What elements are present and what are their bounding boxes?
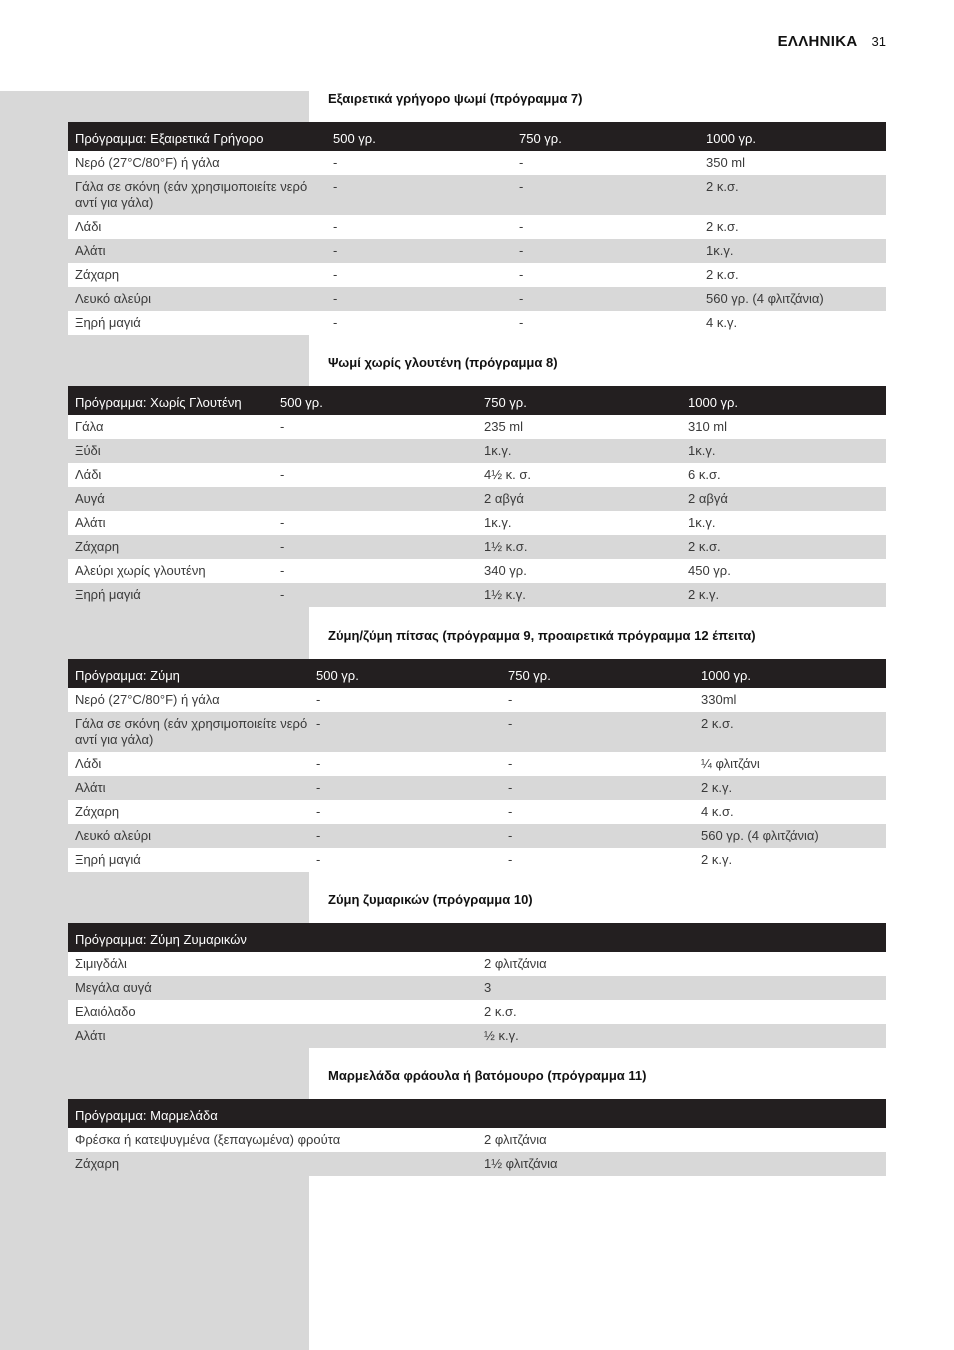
amount-cell: - [333,315,338,330]
amount-cell: 2 κ.γ. [701,780,733,795]
amount-cell: 560 γρ. (4 φλιτζάνια) [701,828,819,843]
table-row [68,712,886,752]
table-row [68,487,886,511]
ingredient-cell: Λάδι [75,756,102,771]
ingredient-cell: Ξηρή μαγιά [75,852,141,867]
amount-cell: - [519,243,524,258]
table-row [68,776,886,800]
recipe-table [68,1099,886,1176]
amount-cell: - [508,804,513,819]
ingredient-cell: Νερό (27°C/80°F) ή γάλα [75,692,220,707]
amount-cell: - [519,155,524,170]
column-header: 500 γρ. [316,668,359,683]
amount-cell: 6 κ.σ. [688,467,721,482]
amount-cell: - [316,828,321,843]
ingredient-cell: Φρέσκα ή κατεψυγμένα (ξεπαγωμένα) φρούτα [75,1132,341,1147]
amount-cell: - [333,219,338,234]
amount-cell: 1κ.γ. [484,515,512,530]
amount-cell: - [280,515,285,530]
amount-cell: 2 φλιτζάνια [484,1132,547,1147]
ingredient-cell: Σιμιγδάλι [75,956,127,971]
table-row [68,463,886,487]
amount-cell: 3 [484,980,492,995]
amount-cell: 4 κ.σ. [701,804,734,819]
column-header: Πρόγραμμα: Μαρμελάδα [75,1108,218,1123]
table-row [68,976,886,1000]
column-header: 750 γρ. [508,668,551,683]
column-header: 500 γρ. [333,131,376,146]
amount-cell: - [519,267,524,282]
table-row [68,559,886,583]
amount-cell: - [508,716,513,731]
column-header: 750 γρ. [519,131,562,146]
amount-cell [273,491,477,507]
ingredient-cell: Λάδι [75,219,102,234]
table-row [68,311,886,335]
table-row [68,1000,886,1024]
amount-cell [273,443,477,459]
table-row [68,800,886,824]
column-header: Πρόγραμμα: Εξαιρετικά Γρήγορο [75,131,264,146]
amount-cell: 330ml [701,692,737,707]
amount-cell: - [316,780,321,795]
amount-cell: 2 κ.σ. [706,267,739,282]
amount-cell: - [508,756,513,771]
amount-cell: 2 φλιτζάνια [484,956,547,971]
column-header: 500 γρ. [280,395,323,410]
table-row [68,848,886,872]
section-title: Ψωμί χωρίς γλουτένη (πρόγραμμα 8) [328,355,558,370]
amount-cell: 2 κ.γ. [688,587,720,602]
column-header: 1000 γρ. [701,668,752,683]
amount-cell: 2 κ.σ. [484,1004,517,1019]
recipe-table [68,659,886,872]
amount-cell: ¼ φλιτζάνι [701,756,760,771]
ingredient-cell: Αλάτι [75,780,106,795]
amount-cell: 2 κ.γ. [701,852,733,867]
ingredient-cell: Αλάτι [75,243,106,258]
amount-cell: - [316,756,321,771]
amount-cell: - [280,539,285,554]
page-header [778,33,886,50]
table-header-row [68,386,886,415]
table-row [68,151,886,175]
amount-cell: - [333,179,338,194]
ingredient-cell: Λευκό αλεύρι [75,291,151,306]
amount-cell: ½ κ.γ. [484,1028,519,1043]
column-header: Πρόγραμμα: Ζύμη [75,668,180,683]
table-header-row [68,659,886,688]
recipe-table [68,923,886,1048]
column-header: Πρόγραμμα: Ζύμη Ζυμαρικών [75,932,247,947]
ingredient-cell: Αυγά [75,491,105,506]
amount-cell: 560 γρ. (4 φλιτζάνια) [706,291,824,306]
ingredient-cell: Ξύδι [75,443,101,458]
amount-cell: 2 κ.σ. [706,179,739,194]
table-header-row [68,1099,886,1128]
section-title: Μαρμελάδα φράουλα ή βατόμουρο (πρόγραμμα 11) [328,1068,647,1083]
ingredient-cell: Νερό (27°C/80°F) ή γάλα [75,155,220,170]
amount-cell: 350 ml [706,155,746,170]
amount-cell: 4 κ.γ. [706,315,738,330]
ingredient-cell: Ζάχαρη [75,1156,120,1171]
amount-cell: 450 γρ. [688,563,731,578]
column-header: Πρόγραμμα: Χωρίς Γλουτένη [75,395,242,410]
amount-cell: 235 ml [484,419,524,434]
table-row [68,175,886,215]
amount-cell: - [316,692,321,707]
amount-cell: 1½ κ.σ. [484,539,528,554]
table-header-row [68,923,886,952]
section-title: Ζύμη ζυμαρικών (πρόγραμμα 10) [328,892,533,907]
table-row [68,535,886,559]
ingredient-cell: Ελαιόλαδο [75,1004,136,1019]
amount-cell: 1κ.γ. [688,515,716,530]
amount-cell: - [508,692,513,707]
ingredient-cell: Αλεύρι χωρίς γλουτένη [75,563,206,578]
amount-cell: - [519,179,524,194]
amount-cell: - [519,291,524,306]
amount-cell: - [280,587,285,602]
amount-cell: 2 κ.σ. [688,539,721,554]
ingredient-cell: Λάδι [75,467,102,482]
ingredient-cell: Μεγάλα αυγά [75,980,152,995]
section-title: Ζύμη/ζύμη πίτσας (πρόγραμμα 9, προαιρετικά πρόγραμμα 12 έπειτα) [328,628,756,643]
amount-cell: 2 κ.σ. [701,716,734,731]
table-row [68,824,886,848]
table-header-row [68,122,886,151]
amount-cell: - [333,155,338,170]
table-row [68,1152,886,1176]
section-title: Εξαιρετικά γρήγορο ψωμί (πρόγραμμα 7) [328,91,583,106]
ingredient-cell: Λευκό αλεύρι [75,828,151,843]
table-row [68,511,886,535]
column-header: 1000 γρ. [706,131,757,146]
amount-cell: - [333,243,338,258]
amount-cell: - [280,563,285,578]
column-header: 750 γρ. [484,395,527,410]
amount-cell: 1½ φλιτζάνια [484,1156,558,1171]
table-row [68,415,886,439]
amount-cell: 1κ.γ. [484,443,512,458]
amount-cell: 1½ κ.γ. [484,587,526,602]
amount-cell: 4½ κ. σ. [484,467,532,482]
table-row [68,952,886,976]
amount-cell: 2 κ.σ. [706,219,739,234]
amount-cell: - [519,219,524,234]
table-row [68,752,886,776]
language-label: ΕΛΛΗΝΙΚΑ [777,33,858,50]
amount-cell: 1κ.γ. [688,443,716,458]
amount-cell: - [333,291,338,306]
ingredient-cell: Γάλα [75,419,104,434]
recipe-table [68,122,886,335]
table-row [68,439,886,463]
amount-cell: - [280,419,285,434]
amount-cell: - [316,852,321,867]
amount-cell: 2 αβγά [688,491,728,506]
table-row [68,583,886,607]
table-row [68,688,886,712]
table-row [68,1128,886,1152]
amount-cell: - [280,467,285,482]
amount-cell: - [333,267,338,282]
amount-cell: - [519,315,524,330]
table-row [68,263,886,287]
table-row [68,1024,886,1048]
page-number: 31 [871,34,886,49]
ingredient-cell: Ζάχαρη [75,804,120,819]
ingredient-cell: Γάλα σε σκόνη (εάν χρησιμοποιείτε νερό αντί για γάλα) [75,716,308,747]
table-row [68,287,886,311]
ingredient-cell: Αλάτι [75,515,106,530]
amount-cell: - [508,780,513,795]
ingredient-cell: Ξηρή μαγιά [75,315,141,330]
ingredient-cell: Γάλα σε σκόνη (εάν χρησιμοποιείτε νερό αντί για γάλα) [75,179,308,210]
amount-cell: 2 αβγά [484,491,524,506]
ingredient-cell: Αλάτι [75,1028,106,1043]
ingredient-cell: Ξηρή μαγιά [75,587,141,602]
amount-cell: 340 γρ. [484,563,527,578]
amount-cell: 310 ml [688,419,728,434]
amount-cell: - [316,804,321,819]
amount-cell: - [316,716,321,731]
amount-cell: 1κ.γ. [706,243,734,258]
table-row [68,215,886,239]
table-row [68,239,886,263]
column-header: 1000 γρ. [688,395,739,410]
ingredient-cell: Ζάχαρη [75,267,120,282]
ingredient-cell: Ζάχαρη [75,539,120,554]
recipe-table [68,386,886,607]
amount-cell: - [508,852,513,867]
amount-cell: - [508,828,513,843]
